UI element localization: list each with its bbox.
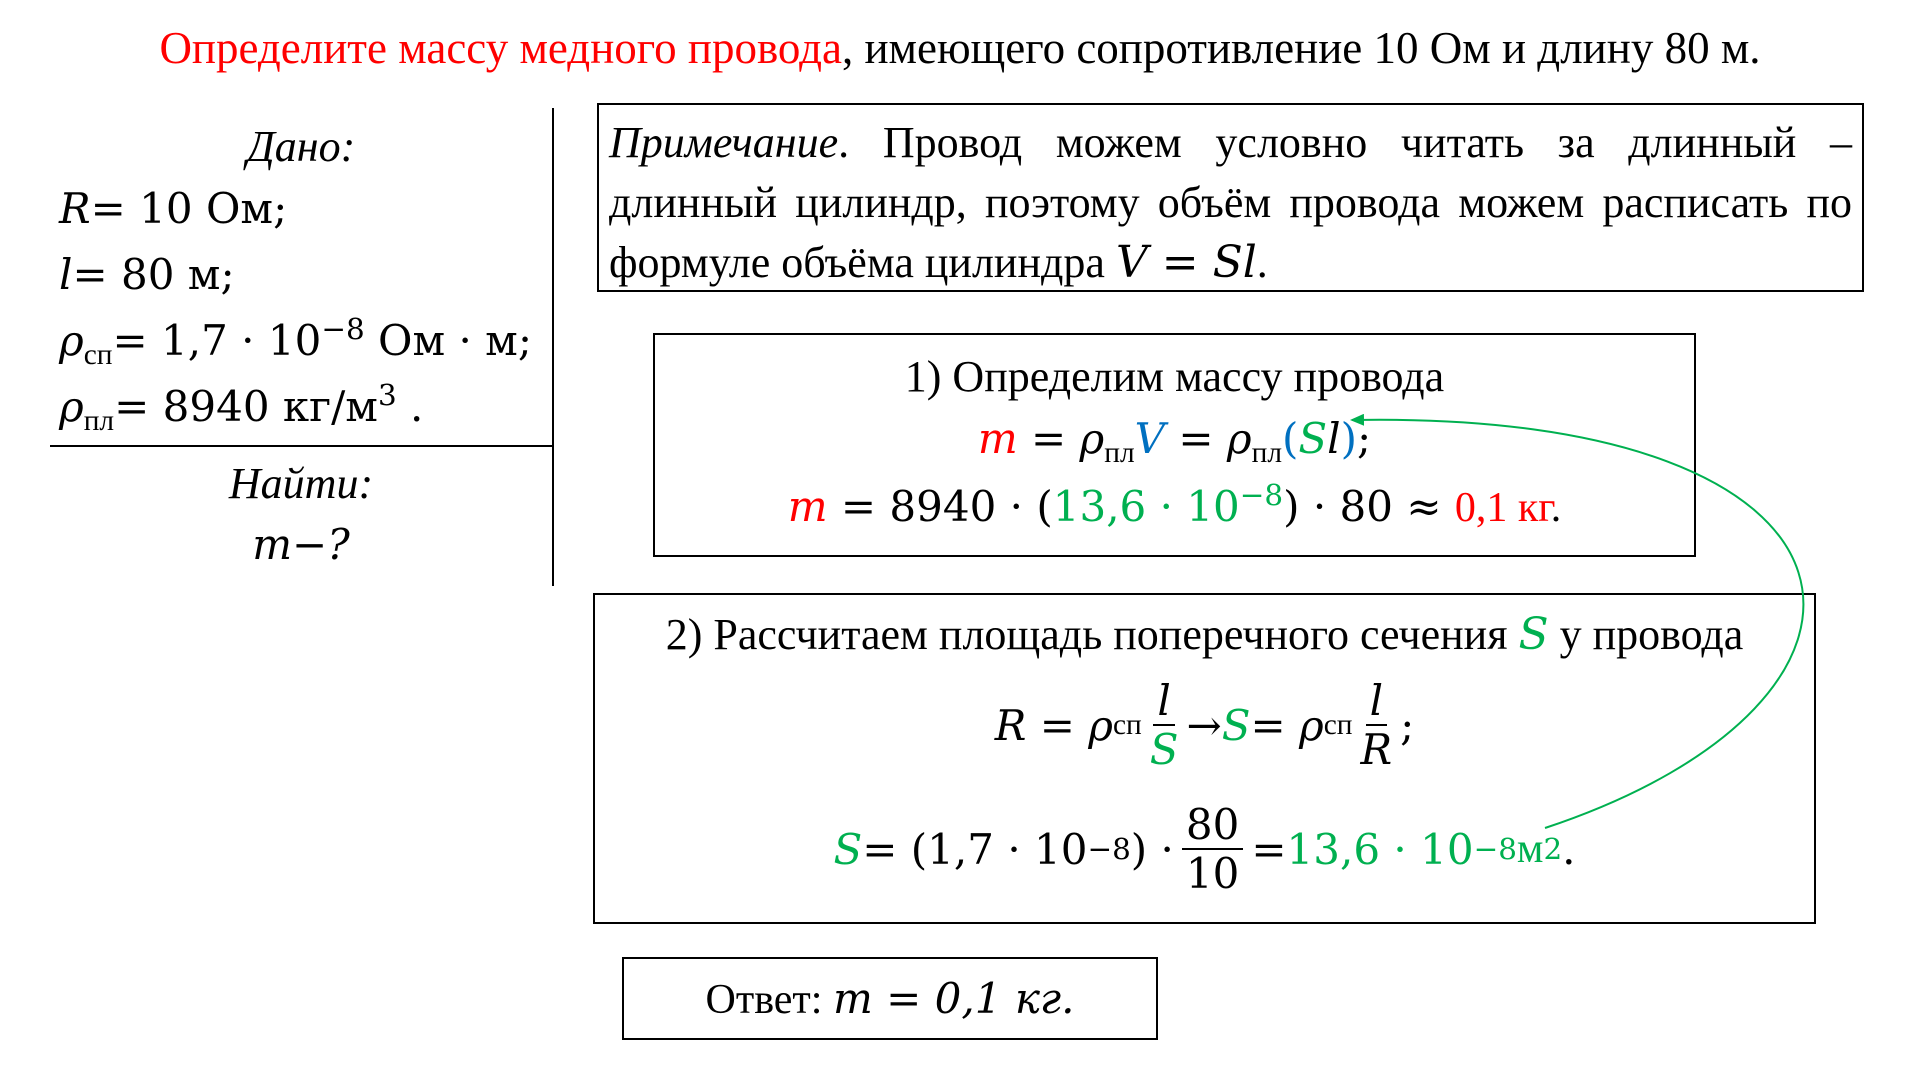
- find-value: m−?: [252, 520, 350, 569]
- given-line-length: l= 80 м;: [59, 250, 235, 299]
- step1-result: 0,1 кг: [1454, 485, 1551, 531]
- answer-formula: m = 0,1 кг.: [832, 974, 1075, 1023]
- step1-calculation: $m = 8940 \cdot (13,6 \cdot 10^{-8}) \cdot 80 \approx 0,1$ кг.: [787, 477, 1562, 531]
- step2-calculation: S = (1,7 · 10 −8 ) · $\frac{80}{10}$ = 13,6 · 10 −8 м 2 .: [833, 799, 1576, 898]
- given-line-density: $\rho_{пл}= 8940$ $кг/м^3$ .: [59, 377, 424, 437]
- note-label: Примечание: [609, 118, 839, 167]
- step1-heading: 1) Определим массу провода: [904, 352, 1445, 401]
- given-line-resistivity: $\rho_{сп}= 1,7 \cdot 10^{-8}$ Ом · м;: [59, 311, 532, 371]
- problem-rest: , имеющего сопротивление 10 Ом и длину 80 м.: [841, 23, 1761, 73]
- answer-label: Ответ:: [705, 977, 833, 1023]
- note-box: Примечание. Провод можем условно читать за длинный – длинный цилиндр, поэтому объём провода можем расписать по формуле объёма цилиндра V = Sl.: [597, 103, 1864, 292]
- given-line-resistance: R= 10 Ом;: [59, 184, 288, 233]
- step2-result: 13,6 · 10: [1286, 824, 1474, 874]
- given-heading: Дано:: [246, 122, 356, 171]
- step2-heading: 2) Рассчитаем площадь поперечного сечения S у провода: [665, 609, 1744, 660]
- step1-formula: $m = \rho_{пл}V = \rho_{пл}(Sl)$;: [977, 414, 1372, 469]
- find-heading: Найти:: [228, 459, 374, 508]
- problem-highlight: Определите массу медного провода: [159, 23, 842, 73]
- note-text: . Провод можем условно читать за длинный – длинный цилиндр, поэтому объём провода можем расписать по формуле объёма цилиндра: [609, 118, 1852, 287]
- step2-formula: R = ρ сп $\frac{l}{S}$ → S = ρ сп $\frac{l}{R}$ ;: [994, 675, 1415, 774]
- note-formula: V = Sl: [1115, 237, 1257, 288]
